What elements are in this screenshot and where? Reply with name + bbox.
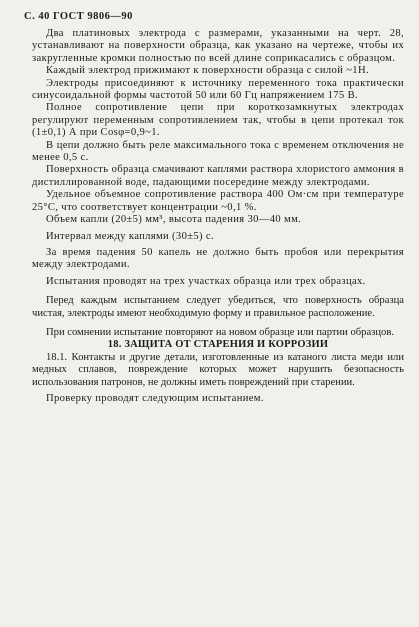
paragraph: Поверхность образца смачивают каплями раствора хлористого аммония в дистиллированной воде, падающими посередине между электродами. bbox=[32, 164, 404, 188]
paragraph: Полное сопротивление цепи при короткозамкнутых электродах регулируют переменным сопротивлением так, чтобы в цепи протекал ток (1±0,1) А при Cosφ=0,9~1. bbox=[32, 102, 404, 139]
paragraph: Два платиновых электрода с размерами, указанными на черт. 28, устанавливают на поверхности образца, как указано на чертеже, чтобы их закругленные кромки полностью по всей длине соприкасались с образцом. bbox=[32, 28, 404, 64]
paragraph: Проверку проводят следующим испытанием. bbox=[46, 392, 264, 404]
paragraph: Удельное объемное сопротивление раствора 400 Ом·см при температуре 25°C, что соответствует концентрации ~0,1 %. bbox=[32, 189, 404, 213]
paragraph: 18.1. Контакты и другие детали, изготовленные из катаного листа меди или медных сплавов, повреждение которых может нарушить безопасность использования патронов, не должны иметь повреждений при старении. bbox=[32, 351, 404, 388]
paragraph: Перед каждым испытанием следует убедиться, что поверхность образца чистая, электроды имеют необходимую форму и правильное расположение. bbox=[32, 295, 404, 319]
paragraph: При сомнении испытание повторяют на новом образце или партии образцов. bbox=[46, 326, 394, 338]
paragraph: За время падения 50 капель не должно быть пробоя или перекрытия между электродами. bbox=[32, 246, 404, 271]
paragraph: В цепи должно быть реле максимального тока с временем отключения не менее 0,5 с. bbox=[32, 139, 404, 164]
section-heading: 18. ЗАЩИТА ОТ СТАРЕНИЯ И КОРРОЗИИ bbox=[107, 339, 329, 351]
page-header: С. 40 ГОСТ 9806—90 bbox=[24, 11, 133, 22]
paragraph: Испытания проводят на трех участках образца или трех образцах. bbox=[46, 275, 366, 287]
paragraph: Объем капли (20±5) мм³, высота падения 30—40 мм. bbox=[46, 214, 302, 226]
document-body bbox=[32, 28, 404, 405]
paragraph: Каждый электрод прижимают к поверхности образца с силой ~1Н. bbox=[46, 65, 369, 77]
paragraph: Электроды присоединяют к источнику переменного тока практически синусоидальной формы частотой 50 или 60 Гц напряжением 175 В. bbox=[32, 77, 404, 102]
paragraph: Интервал между каплями (30±5) с. bbox=[46, 230, 214, 242]
